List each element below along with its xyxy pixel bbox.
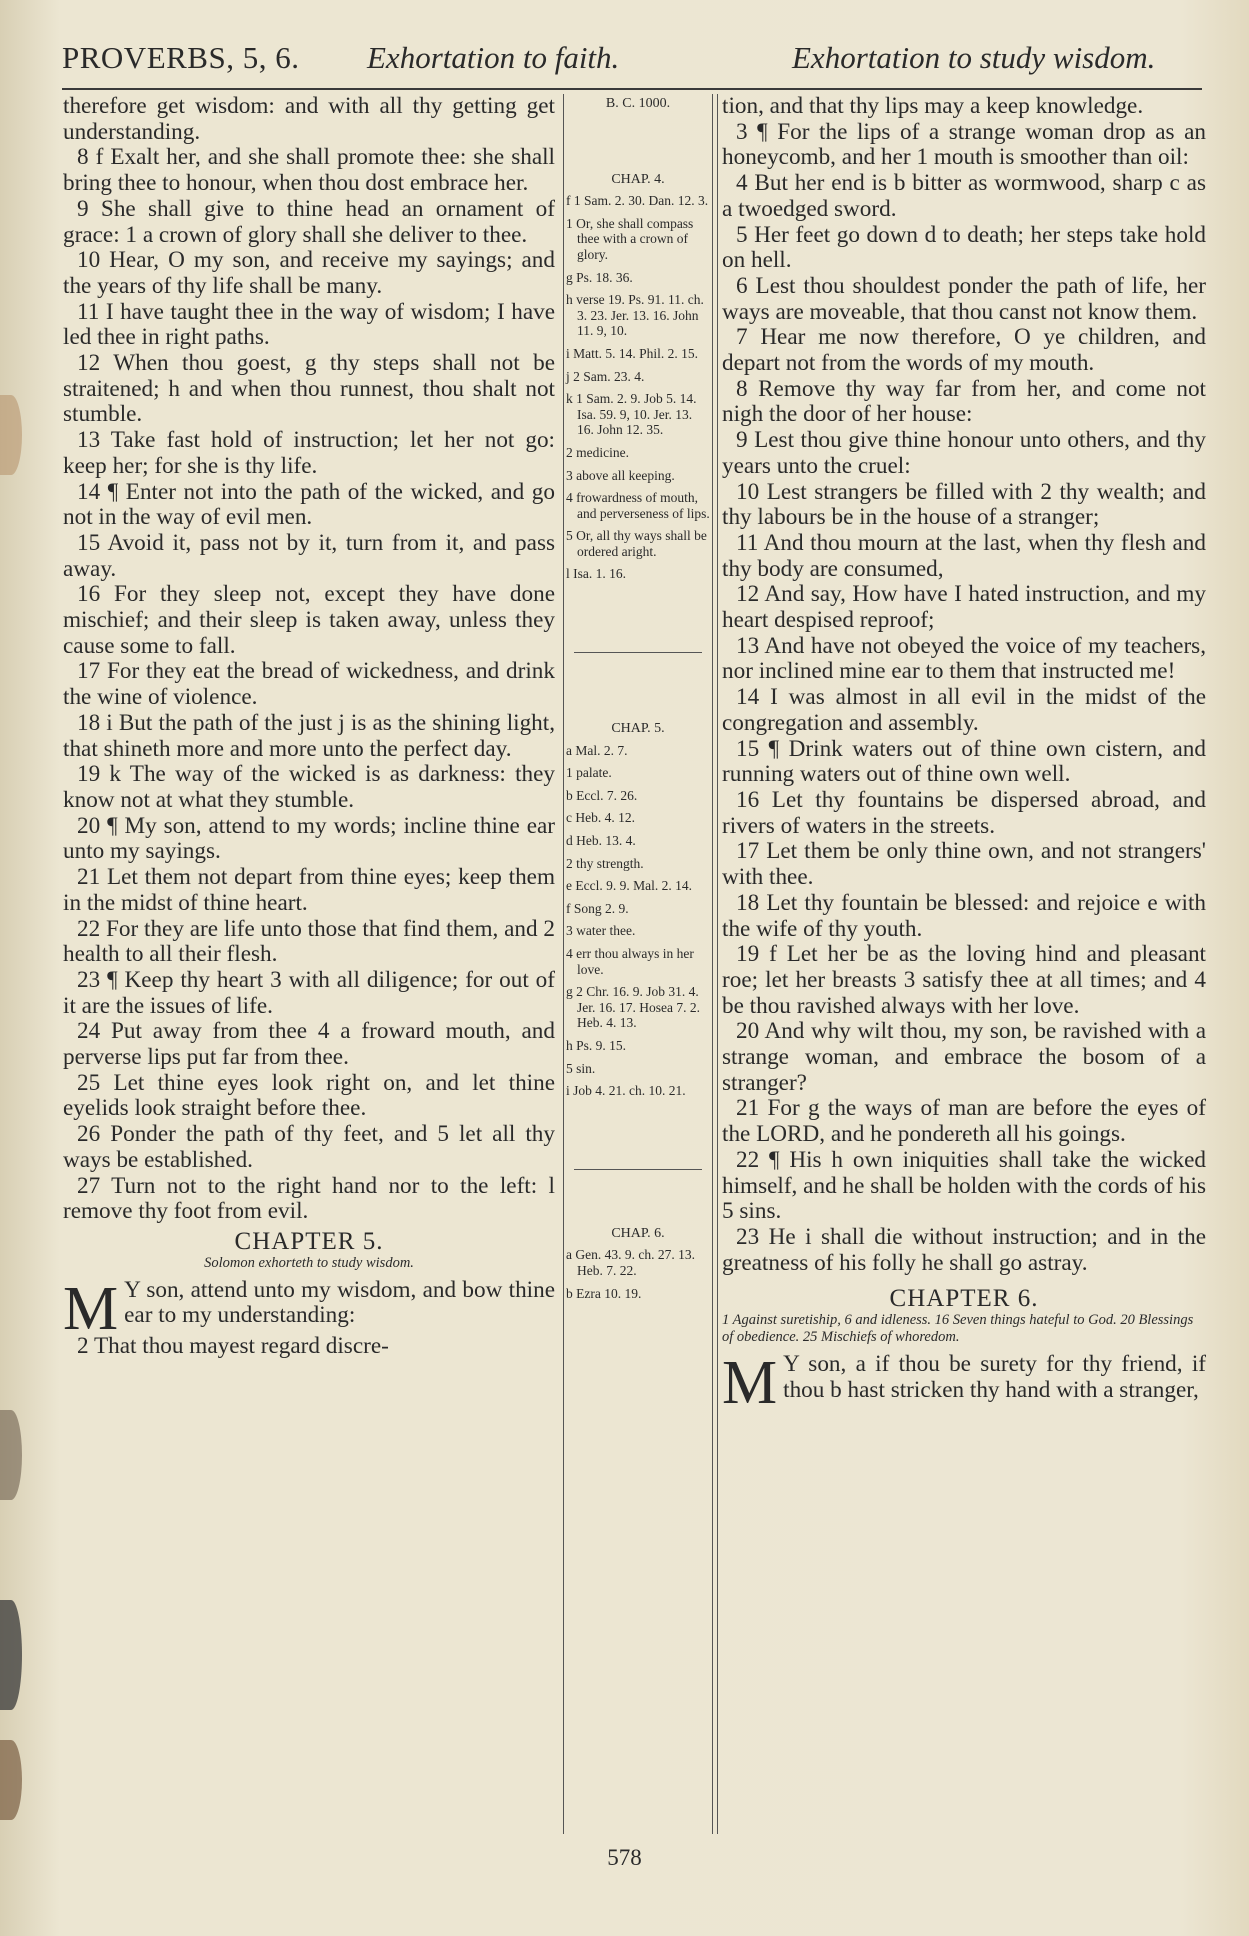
- verse: 11 I have taught thee in the way of wisdom; I have led thee in right paths.: [63, 298, 555, 351]
- verse: 9 She shall give to thine head an ornament of grace: 1 a crown of glory shall she deliver to thee.: [63, 195, 555, 248]
- verse: 11 And thou mourn at the last, when thy flesh and thy body are consumed,: [722, 529, 1206, 582]
- header-rule: [62, 88, 1202, 90]
- chap5-heading: CHAP. 5.: [611, 721, 665, 737]
- margin-note: e Eccl. 9. 9. Mal. 2. 14.: [566, 878, 692, 894]
- margin-note: g Ps. 18. 36.: [566, 269, 633, 285]
- chapter-opening: [722, 1349, 1206, 1418]
- chapter-summary: 1 Against suretiship, 6 and idleness. 16 Seven things hateful to God. 20 Blessings of obedience. 25 Mischiefs of whoredom.: [722, 1312, 1194, 1346]
- margin-note: j 2 Sam. 23. 4.: [566, 368, 645, 384]
- margin-note: h Ps. 9. 15.: [566, 1037, 627, 1053]
- verse: 17 Let them be only thine own, and not strangers' with thee.: [722, 838, 1206, 891]
- opening-verse: Y son, a if thou be surety for thy friend, if thou b hast stricken thy hand with a stranger,: [783, 1351, 1206, 1403]
- verse: 2 That thou mayest regard discre-: [77, 1332, 389, 1359]
- date-note: B. C. 1000.: [605, 96, 671, 111]
- margin-note: 4 frowardness of mouth, and perverseness of lips.: [566, 490, 710, 521]
- margin-note: b Eccl. 7. 26.: [566, 787, 638, 803]
- column-divider: [563, 94, 564, 1834]
- drop-cap: M: [722, 1349, 778, 1418]
- margin-note: 3 water thee.: [566, 923, 636, 939]
- verse: 19 k The way of the wicked is as darkness: they know not at what they stumble.: [63, 761, 555, 813]
- verse: 8 f Exalt her, and she shall promote thee: she shall bring thee to honour, when thou dost embrace her.: [63, 144, 555, 197]
- verse: 3 ¶ For the lips of a strange woman drop as an honeycomb, and her 1 mouth is smoother than oil:: [722, 118, 1206, 171]
- topic-right: Exhortation to study wisdom.: [792, 40, 1156, 75]
- verse: 16 Let thy fountains be dispersed abroad, and rivers of waters in the streets.: [722, 786, 1206, 839]
- verse: 18 Let thy fountain be blessed: and rejoice e with the wife of thy youth.: [722, 889, 1206, 942]
- verse: 27 Turn not to the right hand nor to the left: l remove thy foot from evil.: [63, 1172, 555, 1225]
- margin-note: f 1 Sam. 2. 30. Dan. 12. 3.: [566, 193, 709, 209]
- verse: 22 ¶ His h own iniquities shall take the wicked himself, and he shall be holden with the cords of his 5 sins.: [722, 1146, 1206, 1225]
- verse: 20 ¶ My son, attend to my words; incline thine ear unto my sayings.: [63, 812, 555, 865]
- left-text-column: [63, 94, 555, 1359]
- page-number: 578: [607, 1845, 642, 1870]
- right-text-column: [722, 93, 1206, 1418]
- thumb-index-tab: [0, 395, 22, 475]
- verse: 6 Lest thou shouldest ponder the path of life, her ways are moveable, that thou canst not know them.: [722, 272, 1206, 325]
- verse: 13 Take fast hold of instruction; let her not go: keep her; for she is thy life.: [63, 427, 555, 479]
- verse: 20 And why wilt thou, my son, be ravished with a strange woman, and embrace the bosom of a stranger?: [722, 1018, 1206, 1096]
- verse: 17 For they eat the bread of wickedness, and drink the wine of violence.: [63, 658, 555, 711]
- margin-references: [566, 96, 710, 1308]
- chapter-opening: [63, 1274, 555, 1343]
- chapter-heading: CHAPTER 5.: [234, 1227, 384, 1255]
- verse: 12 And say, How have I hated instruction, and my heart despised reproof;: [722, 581, 1206, 634]
- verse: 15 Avoid it, pass not by it, turn from it, and pass away.: [63, 529, 555, 582]
- margin-note: 5 sin.: [566, 1060, 596, 1076]
- verse: 10 Hear, O my son, and receive my sayings; and the years of thy life shall be many.: [63, 247, 555, 299]
- verse: 23 ¶ Keep thy heart 3 with all diligence; for out of it are the issues of life.: [63, 966, 555, 1019]
- margin-note: 2 medicine.: [566, 444, 629, 460]
- chap4-heading: CHAP. 4.: [611, 171, 665, 187]
- thumb-index-tab: [0, 1740, 22, 1820]
- margin-note: a Mal. 2. 7.: [566, 742, 628, 758]
- verse: 14 ¶ Enter not into the path of the wicked, and go not in the way of evil men.: [63, 478, 555, 531]
- verse: 4 But her end is b bitter as wormwood, sharp c as a twoedged sword.: [722, 170, 1206, 222]
- chap6-heading: CHAP. 6.: [611, 1225, 665, 1241]
- verse: 9 Lest thou give thine honour unto others, and thy years unto the cruel:: [722, 427, 1206, 479]
- verse: 23 He i shall die without instruction; and in the greatness of his folly he shall go astray.: [722, 1223, 1206, 1276]
- margin-note: b Ezra 10. 19.: [566, 1285, 642, 1301]
- verse: 21 Let them not depart from thine eyes; keep them in the midst of thine heart.: [63, 864, 555, 916]
- margin-note: 3 above all keeping.: [566, 467, 675, 483]
- verse: 13 And have not obeyed the voice of my teachers, nor inclined mine ear to them that instructed me!: [722, 632, 1206, 685]
- column-divider: [712, 94, 713, 1834]
- verse: 7 Hear me now therefore, O ye children, and depart not from the words of my mouth.: [722, 324, 1206, 377]
- verse: 25 Let thine eyes look right on, and let thine eyelids look straight before thee.: [63, 1069, 555, 1122]
- margin-note: i Matt. 5. 14. Phil. 2. 15.: [566, 345, 699, 361]
- chapter-summary: Solomon exhorteth to study wisdom.: [204, 1254, 414, 1271]
- verse: 10 Lest strangers be filled with 2 thy wealth; and thy labours be in the house of a stranger;: [722, 478, 1206, 531]
- verse: 12 When thou goest, g thy steps shall not be straitened; h and when thou runnest, thou shalt not stumble.: [63, 350, 555, 428]
- margin-note: f Song 2. 9.: [566, 900, 629, 916]
- margin-note: 1 Or, she shall compass thee with a crown of glory.: [566, 215, 694, 262]
- margin-note: c Heb. 4. 12.: [566, 810, 635, 826]
- verse: 8 Remove thy way far from her, and come not nigh the door of her house:: [722, 375, 1206, 428]
- verse: tion, and that thy lips may a keep knowledge.: [722, 93, 1144, 119]
- thumb-index-tab: [0, 1600, 22, 1710]
- thumb-index-tab: [0, 1410, 22, 1500]
- margin-note: i Job 4. 21. ch. 10. 21.: [566, 1083, 686, 1099]
- verse: 26 Ponder the path of thy feet, and 5 let all thy ways be established.: [63, 1121, 555, 1173]
- margin-note: h verse 19. Ps. 91. 11. ch. 3. 23. Jer. 13. 16. John 11. 9, 10.: [566, 292, 704, 339]
- margin-separator: [574, 1169, 702, 1170]
- verse: 14 I was almost in all evil in the midst of the congregation and assembly.: [722, 684, 1206, 736]
- verse: 21 For g the ways of man are before the eyes of the LORD, and he pondereth all his goings.: [722, 1095, 1206, 1148]
- margin-note: 4 err thou always in her love.: [566, 946, 694, 977]
- margin-separator: [574, 652, 702, 653]
- margin-note: l Isa. 1. 16.: [566, 566, 626, 582]
- verse: 24 Put away from thee 4 a froward mouth, and perverse lips put far from thee.: [63, 1018, 555, 1071]
- verse: 5 Her feet go down d to death; her steps take hold on hell.: [722, 221, 1206, 274]
- margin-note: g 2 Chr. 16. 9. Job 31. 4. Jer. 16. 17. Hosea 7. 2. Heb. 4. 13.: [566, 984, 700, 1031]
- verse: therefore get wisdom: and with all thy getting get understanding.: [63, 93, 555, 145]
- margin-note: 1 palate.: [566, 765, 612, 781]
- margin-note: 5 Or, all thy ways shall be ordered aright.: [566, 528, 707, 559]
- margin-note: k 1 Sam. 2. 9. Job 5. 14. Isa. 59. 9, 10. Jer. 13. 16. John 12. 35.: [566, 391, 697, 438]
- verse: 19 f Let her be as the loving hind and pleasant roe; let her breasts 3 satisfy thee at all times; and 4 be thou ravished always with her love.: [722, 941, 1206, 1019]
- verse: 22 For they are life unto those that find them, and 2 health to all their flesh.: [63, 915, 555, 968]
- running-header: [62, 36, 1202, 90]
- book-title: PROVERBS, 5, 6.: [62, 40, 300, 75]
- verse: 18 i But the path of the just j is as the shining light, that shineth more and more unto the perfect day.: [63, 709, 555, 762]
- topic-left: Exhortation to faith.: [367, 40, 620, 75]
- margin-note: d Heb. 13. 4.: [566, 833, 636, 849]
- drop-cap: M: [63, 1274, 119, 1343]
- margin-note: a Gen. 43. 9. ch. 27. 13. Heb. 7. 22.: [566, 1247, 695, 1278]
- column-divider: [717, 94, 718, 1834]
- margin-note: 2 thy strength.: [566, 855, 644, 871]
- opening-verse: Y son, attend unto my wisdom, and bow thine ear to my understanding:: [124, 1276, 555, 1329]
- verse: 15 ¶ Drink waters out of thine own cistern, and running waters out of thine own well.: [722, 735, 1206, 788]
- verse: 16 For they sleep not, except they have done mischief; and their sleep is taken away, unless they cause some to fall.: [63, 581, 555, 659]
- chapter-heading: CHAPTER 6.: [889, 1285, 1039, 1313]
